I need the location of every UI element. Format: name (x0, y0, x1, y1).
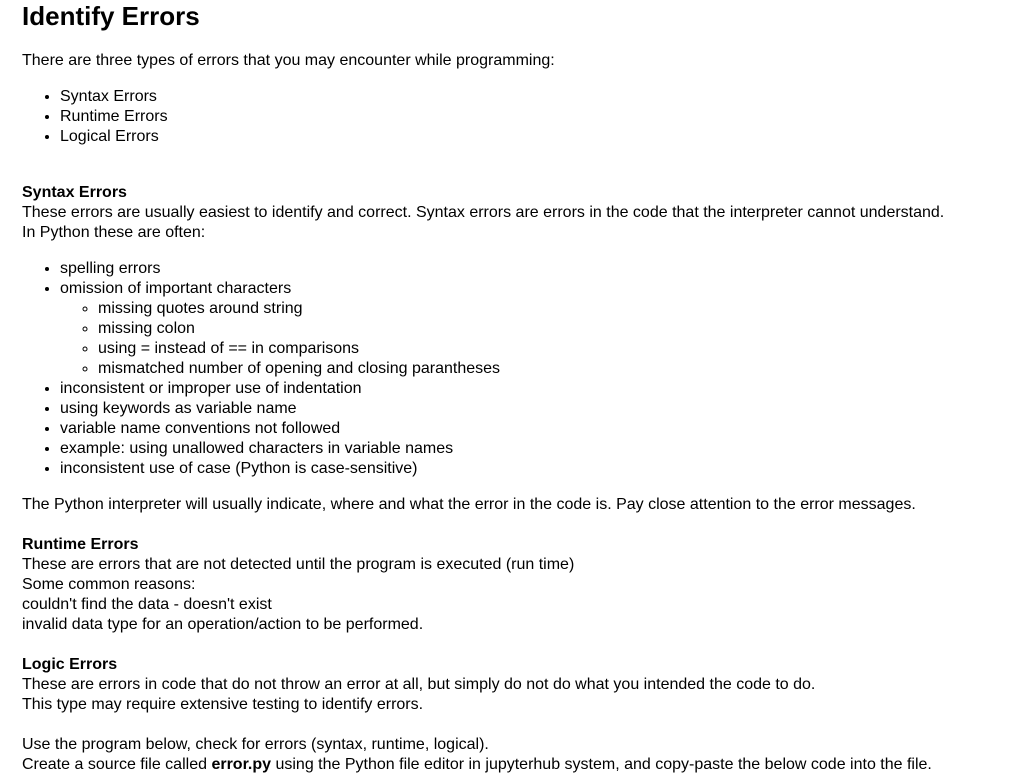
list-item-syntax-errors: • Syntax Errors (60, 87, 1024, 107)
interpreter-note: The Python interpreter will usually indicate, where and what the error in the code is. Pay close attention to the error messages. (22, 496, 916, 513)
filename-error-py: error.py (211, 756, 272, 773)
list-item-indentation: • inconsistent or improper use of indentation (60, 379, 1024, 399)
runtime-line: invalid data type for an operation/action to be performed. (22, 616, 424, 633)
runtime-line: couldn't find the data - doesn't exist (22, 596, 272, 613)
sublist-item-mismatched-parentheses: ◦ mismatched number of opening and closing parantheses (98, 359, 1024, 379)
list-item-spelling: • spelling errors (60, 259, 1024, 279)
logic-line: These are errors in code that do not throw an error at all, but simply do not do what you intended the code to do. (22, 676, 816, 693)
list-item-keywords: • using keywords as variable name (60, 399, 1024, 419)
list-item-runtime-errors: • Runtime Errors (60, 107, 1024, 127)
list-item-omission-label: omission of important characters (60, 280, 292, 297)
runtime-errors-section (22, 535, 1024, 635)
list-item-naming-conventions: • variable name conventions not followed (60, 419, 1024, 439)
instructions-line2-after: using the Python file editor in jupyterhub system, and copy-paste the below code into the file. (271, 756, 932, 773)
list-item-case: • inconsistent use of case (Python is case-sensitive) (60, 459, 1024, 479)
syntax-description-line2: In Python these are often: (22, 224, 206, 241)
syntax-errors-heading: Syntax Errors (22, 184, 127, 201)
list-item-example: • example: using unallowed characters in variable names (60, 439, 1024, 459)
runtime-line: These are errors that are not detected until the program is executed (run time) (22, 556, 575, 573)
sublist-item-missing-colon: ◦ missing colon (98, 319, 1024, 339)
omission-sublist (60, 299, 1024, 379)
runtime-line: Some common reasons: (22, 576, 196, 593)
syntax-errors-list (22, 259, 1024, 479)
instructions-section (22, 735, 1024, 775)
list-item-logical-errors: • Logical Errors (60, 127, 1024, 147)
instructions-line2-before: Create a source file called (22, 756, 212, 773)
instructions-line1: Use the program below, check for errors (syntax, runtime, logical). (22, 736, 489, 753)
sublist-item-equals-comparison: ◦ using = instead of == in comparisons (98, 339, 1024, 359)
logic-errors-section (22, 655, 1024, 715)
runtime-errors-heading: Runtime Errors (22, 536, 139, 553)
intro-text: There are three types of errors that you may encounter while programming: (22, 52, 555, 69)
instructions-line2 (22, 755, 1024, 775)
error-types-list (22, 87, 1024, 147)
sublist-item-missing-quotes: ◦ missing quotes around string (98, 299, 1024, 319)
syntax-errors-section (22, 183, 1024, 515)
page-title: Identify Errors (22, 1, 200, 31)
list-item-omission (60, 279, 1024, 379)
logic-line: This type may require extensive testing to identify errors. (22, 696, 424, 713)
syntax-description-line1: These errors are usually easiest to identify and correct. Syntax errors are errors in the code that the interpreter cannot understand. (22, 204, 945, 221)
logic-errors-heading: Logic Errors (22, 656, 118, 673)
